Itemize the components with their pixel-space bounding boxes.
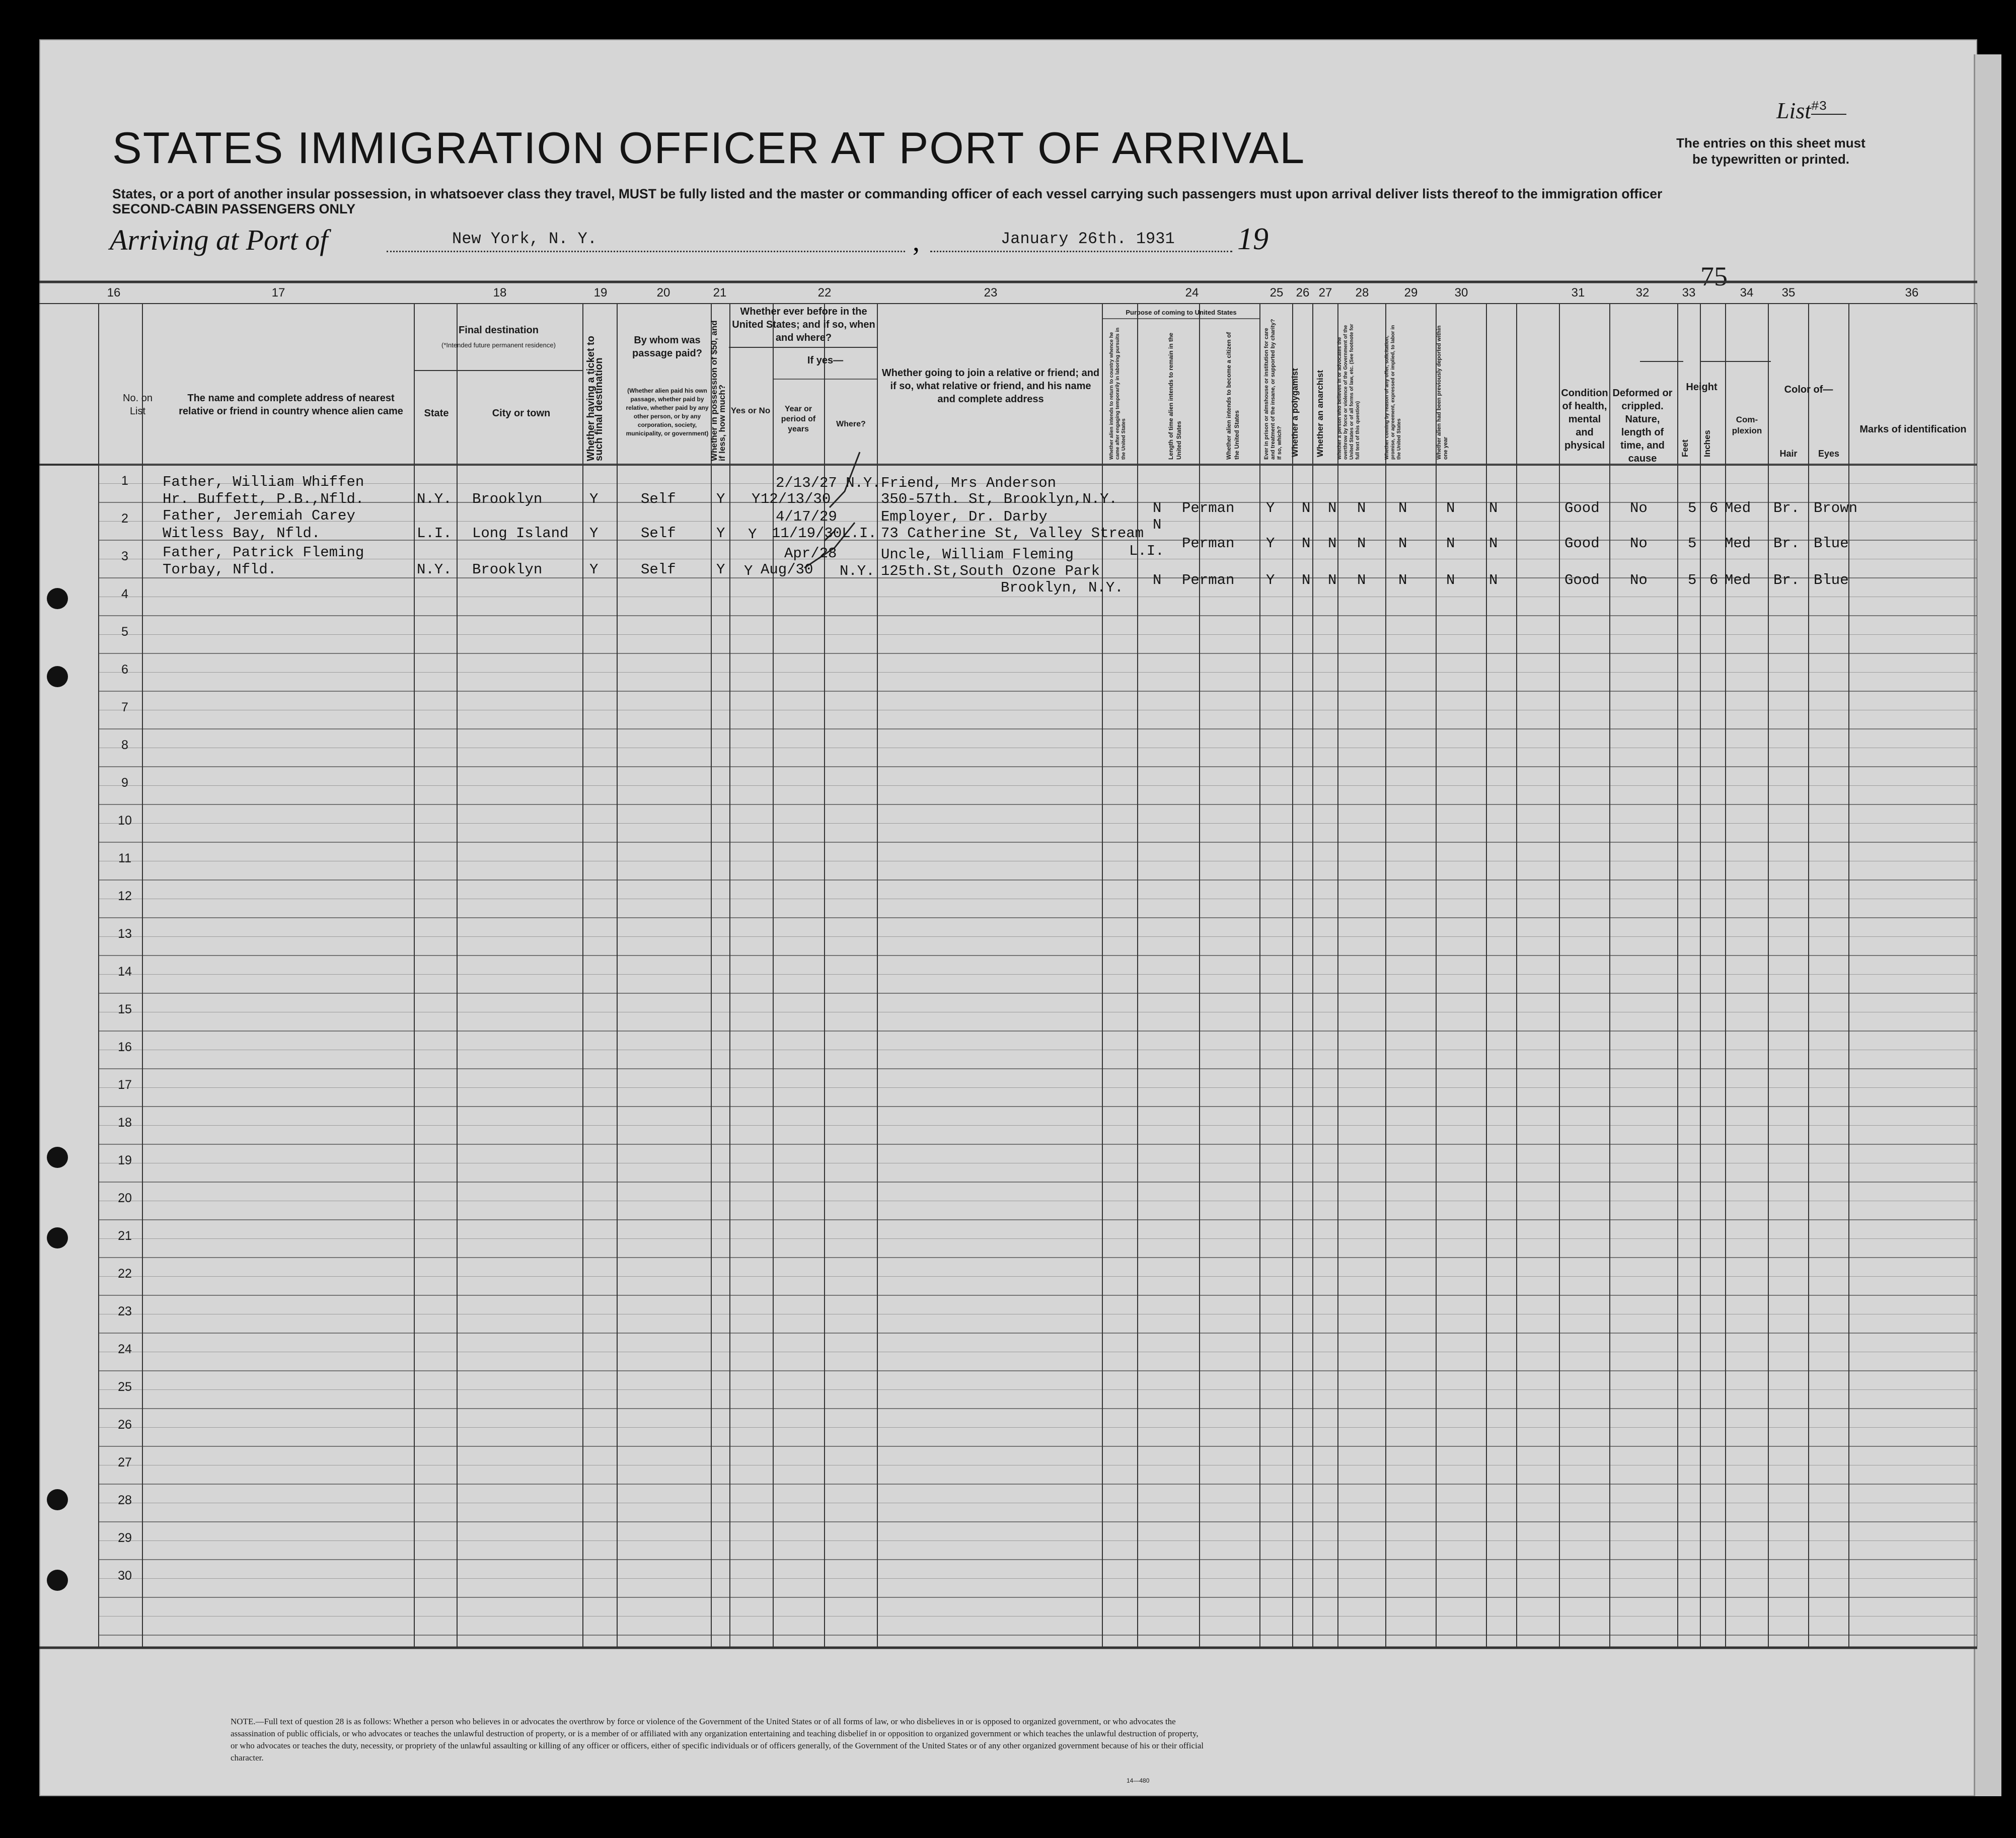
column-number: 30 (1454, 286, 1468, 300)
table-grid (39, 39, 1977, 1796)
entry-2-feet: 5 (1688, 535, 1697, 552)
entry-1-believer: N (1398, 500, 1407, 517)
list-value: #3 (1811, 99, 1846, 115)
entry-3-anarchist: N (1357, 572, 1366, 589)
entry-2-before-yes: Y (748, 526, 757, 543)
header-join-relative: Whether going to join a relative or friend; and if so, what relative or friend, and his name and complete address (881, 367, 1100, 405)
header-year-period: Year or period of years (781, 405, 816, 433)
entry-1-before-top: 2/13/27 N.Y. (776, 475, 881, 491)
row-number: 7 (121, 700, 128, 714)
header-hair: Hair (1779, 449, 1798, 459)
row-number: 18 (118, 1116, 132, 1130)
header-color-of: Color of— (1784, 384, 1833, 395)
entry-1-before-bottom: 12/13/30 (761, 491, 831, 507)
row-number: 1 (121, 474, 128, 488)
row-number: 27 (118, 1455, 132, 1469)
entry-2-deformed: No (1630, 535, 1648, 552)
entry-1-name: Father, William Whiffen (163, 474, 364, 490)
manifest-sheet (39, 39, 1977, 1796)
header-polygamist: Whether a polygamist (1290, 368, 1300, 457)
entry-3-before-yes: Y (744, 563, 753, 579)
entry-1-join-2: 350-57th. St, Brooklyn,N.Y. (881, 491, 1117, 507)
header-no-on-list: No. on List (123, 393, 153, 417)
entry-3-name: Father, Patrick Fleming (163, 544, 364, 561)
column-number: 31 (1571, 286, 1585, 300)
entry-3-join-3: Brooklyn, N.Y. (1001, 579, 1124, 596)
date-value: January 26th. 1931 (1001, 230, 1175, 248)
column-number: 28 (1355, 286, 1369, 300)
entry-3-health: Good (1564, 572, 1600, 589)
header-anarchist: Whether an anarchist (1315, 370, 1325, 457)
row-number: 4 (121, 587, 128, 601)
column-number: 35 (1781, 286, 1796, 300)
row-number: 28 (118, 1493, 132, 1507)
form-class: SECOND-CABIN PASSENGERS ONLY (112, 201, 356, 216)
entry-1-ticket: Y (589, 491, 599, 507)
entry-1-paid: Self (641, 491, 676, 507)
row-number: 16 (118, 1040, 132, 1054)
entry-1-anarchist: N (1357, 500, 1366, 517)
entry-1-hair: Br. (1773, 500, 1800, 517)
entry-1-prison: N (1302, 500, 1311, 517)
column-number: 32 (1635, 286, 1650, 300)
row-number: 2 (121, 511, 128, 526)
arriving-label: Arriving at Port of (110, 224, 328, 256)
entry-2-join-3: L.I. (1129, 543, 1164, 559)
entry-3-inches: 6 (1709, 572, 1719, 589)
header-prison: Ever in prison or almshouse or institution for care and treatment of the insane, or supported by charity? If so, which? (1263, 319, 1283, 460)
header-final-destination-sub: (*Intended future permanent residence) (441, 341, 556, 349)
entry-3-state: N.Y. (417, 561, 452, 578)
row-number: 10 (118, 814, 132, 828)
entry-3-offer: N (1446, 572, 1455, 589)
list-label: List (1776, 98, 1811, 123)
header-complexion: Com-plexion (1732, 415, 1762, 435)
entry-2-citizen: Y (1266, 535, 1275, 552)
header-if-yes: If yes— (807, 355, 844, 366)
header-city: City or town (492, 408, 551, 419)
entry-2-before-top: 4/17/29 (776, 508, 837, 525)
entry-1-offer: N (1446, 500, 1455, 517)
entry-2-join-2: 73 Catherine St, Valley Stream (881, 525, 1144, 542)
row-number: 24 (118, 1342, 132, 1356)
row-number: 8 (121, 738, 128, 752)
column-number: 17 (271, 286, 285, 300)
entry-2-before-bottom: 11/19/30L.I. (772, 525, 877, 542)
entry-1-complexion: Med (1725, 500, 1751, 517)
header-purpose-length: Length of time alien intends to remain in the United States (1167, 332, 1182, 460)
header-name-address: The name and complete address of nearest relative or friend in country whence alien came (179, 393, 403, 417)
header-state: State (424, 408, 449, 419)
footnote: NOTE.—Full text of question 28 is as follows: Whether a person who believes in or advocates the overthrow by force or violence of the Government of the United States or of all forms of law, or who disbelieves in or is opposed to organized government, or who advocates the assassination of public officials, or who advocates or teaches the unlawful destruction of property, or is a member of or affiliated with any organization entertaining and teaching disbelief in or opposition to organized government or which teaches the unlawful destruction of property, or who advocates or teaches the duty, necessity, or propriety of the unlawful assaulting or killing of any officer or officers, either of specific individuals or of officers generally, of the Government of the United States or of any other organized government because of his or their official character. (231, 1717, 1204, 1762)
entry-3-money: Y (716, 561, 725, 578)
entry-1-inches: 6 (1709, 500, 1719, 517)
entry-3-ticket: Y (589, 561, 599, 578)
year-prefix: 19 (1237, 222, 1268, 256)
entry-1-before-yes: Y (752, 491, 761, 507)
page-edge (1974, 54, 2001, 1796)
row-number: 6 (121, 663, 128, 677)
header-feet: Feet (1680, 439, 1690, 457)
row-number: 21 (118, 1229, 132, 1243)
column-number: 34 (1740, 286, 1754, 300)
column-number: 19 (593, 286, 608, 300)
column-number: 21 (713, 286, 727, 300)
header-by-whom: By whom was passage paid? (632, 335, 702, 359)
port-value: New York, N. Y. (452, 230, 598, 248)
column-number: 29 (1404, 286, 1418, 300)
row-number: 20 (118, 1191, 132, 1205)
entry-2-deported: N (1489, 535, 1498, 552)
entry-2-anarchist: N (1357, 535, 1366, 552)
typewritten-note: The entries on this sheet must be typewritten or printed. (1676, 135, 1865, 167)
entry-2-believer: N (1398, 535, 1407, 552)
entry-1-deported: N (1489, 500, 1498, 517)
row-number: 3 (121, 549, 128, 563)
row-number: 11 (118, 851, 131, 865)
header-possession: Whether in possession of $50, and if less, how much? (709, 320, 727, 461)
row-number: 5 (121, 625, 128, 639)
entry-3-believer: N (1398, 572, 1407, 589)
entry-3-prison: N (1302, 572, 1311, 589)
entry-2-return: N (1153, 517, 1162, 533)
header-eyes: Eyes (1818, 449, 1840, 459)
entry-2-city: Long Island (472, 525, 569, 542)
row-number: 14 (118, 965, 132, 979)
column-number: 18 (493, 286, 507, 300)
entry-2-length: Perman (1182, 535, 1235, 552)
entry-3-address: Torbay, Nfld. (163, 561, 277, 578)
entry-1-polygamist: N (1328, 500, 1337, 517)
row-number: 12 (118, 889, 132, 903)
entry-3-paid: Self (641, 561, 676, 578)
entry-2-paid: Self (641, 525, 676, 542)
entry-3-polygamist: N (1328, 572, 1337, 589)
row-number: 25 (118, 1380, 132, 1394)
row-number: 29 (118, 1531, 132, 1545)
column-number: 22 (817, 286, 832, 300)
entry-1-feet: 5 (1688, 500, 1697, 517)
header-purpose-return: Whether alien intends to return to country whence he came after engaging temporarily in laboring pursuits in the United States (1109, 327, 1127, 460)
entry-3-feet: 5 (1688, 572, 1697, 589)
entry-1-eyes: Brown (1814, 500, 1858, 517)
header-deported: Whether alien had been previously deported within one year (1436, 325, 1449, 460)
handwritten-number: 75 (1700, 261, 1728, 291)
entry-1-health: Good (1564, 500, 1600, 517)
entry-3-before-top: Apr/28 (784, 545, 837, 562)
entry-1-money: Y (716, 491, 725, 507)
row-number: 23 (118, 1304, 132, 1318)
entry-3-deformed: No (1630, 572, 1648, 589)
entry-2-address: Witless Bay, Nfld. (163, 525, 321, 542)
column-number: 33 (1682, 286, 1696, 300)
entry-3-join-2: 125th.St,South Ozone Park (881, 563, 1100, 579)
entry-2-prison: N (1302, 535, 1311, 552)
entry-3-eyes: Blue (1814, 572, 1849, 589)
row-number: 26 (118, 1418, 132, 1432)
form-title: STATES IMMIGRATION OFFICER AT PORT OF ARRIVAL (112, 123, 1306, 173)
entry-3-deported: N (1489, 572, 1498, 589)
row-number: 19 (118, 1153, 132, 1167)
column-number: 36 (1905, 286, 1919, 300)
header-health: Condition of health, mental and physical (1561, 388, 1608, 451)
entry-2-health: Good (1564, 535, 1600, 552)
entry-2-eyes: Blue (1814, 535, 1849, 552)
entry-2-money: Y (716, 525, 725, 542)
row-number: 17 (118, 1078, 132, 1092)
column-number: 25 (1270, 286, 1284, 300)
header-yes-no: Yes or No (730, 406, 771, 415)
entry-3-citizen: Y (1266, 572, 1275, 589)
comma: , (913, 226, 920, 257)
entry-3-city: Brooklyn (472, 561, 543, 578)
entry-3-return: N (1153, 572, 1162, 589)
header-by-whom-sub: (Whether alien paid his own passage, whether paid by relative, whether paid by any other person, or by any corporation, society, municipality, or government) (626, 387, 709, 437)
entry-2-state: L.I. (417, 525, 452, 542)
entry-1-length: Perman (1182, 500, 1235, 517)
form-instruction: States, or a port of another insular possession, in whatsoever class they travel, MUST be fully listed and the master or commanding officer of each vessel carrying such passengers must upon arrival deliver lists thereof to the immigration officer (112, 186, 1663, 201)
entry-1-join-1: Friend, Mrs Anderson (881, 475, 1057, 491)
row-number: 15 (118, 1002, 132, 1016)
entry-3-before-where: N.Y. (840, 563, 875, 579)
column-number: 24 (1185, 286, 1199, 300)
entry-1-city: Brooklyn (472, 491, 543, 507)
row-number: 13 (118, 927, 132, 941)
entry-1-address: Hr. Buffett, P.B.,Nfld. (163, 491, 364, 507)
column-number: 27 (1318, 286, 1332, 300)
entry-1-return: N (1153, 500, 1162, 517)
entry-2-complexion: Med (1725, 535, 1751, 552)
form-number: 14—480 (1127, 1777, 1150, 1784)
header-believer: Whether a person who believes in or advocates the overthrow by force or violence of the Government of the United States or of all forms of law, etc. (See footnote for full text of this question) (1337, 324, 1361, 460)
entry-2-polygamist: N (1328, 535, 1337, 552)
entry-1-citizen: Y (1266, 500, 1275, 517)
column-number: 26 (1296, 286, 1310, 300)
header-deformed: Deformed or crippled. Nature, length of time, and cause (1612, 388, 1673, 464)
entry-2-offer: N (1446, 535, 1455, 552)
entry-3-length: Perman (1182, 572, 1235, 589)
header-height: Height (1686, 382, 1718, 393)
header-final-destination: Final destination (459, 325, 539, 336)
row-number: 9 (121, 776, 128, 790)
header-purpose-citizen: Whether alien intends to become a citizen of the United States (1225, 332, 1240, 460)
header-inches: Inches (1702, 430, 1712, 457)
entry-2-join-1: Employer, Dr. Darby (881, 508, 1048, 525)
entry-2-name: Father, Jeremiah Carey (163, 507, 355, 524)
row-number: 30 (118, 1569, 132, 1583)
entry-3-complexion: Med (1725, 572, 1751, 589)
entry-1-deformed: No (1630, 500, 1648, 517)
header-ticket: Whether having a ticket to such final destination (585, 336, 605, 461)
entry-3-hair: Br. (1773, 572, 1800, 589)
row-number: 22 (118, 1267, 132, 1281)
header-coming-offer: Whether coming by reason of any offer, solicitation, promise, or agreement, expressed or implied, to labor in the United States (1384, 325, 1402, 460)
header-where: Where? (836, 420, 866, 428)
entry-3-join-1: Uncle, William Fleming (881, 546, 1074, 563)
entry-1-state: N.Y. (417, 491, 452, 507)
header-ever-before: Whether ever before in the United States; and if so, when and where? (732, 306, 875, 343)
column-number: 16 (107, 286, 121, 300)
column-number: 23 (984, 286, 998, 300)
entry-2-hair: Br. (1773, 535, 1800, 552)
column-number: 20 (656, 286, 670, 300)
header-marks: Marks of identification (1859, 424, 1967, 435)
entry-3-before-bottom: Aug/30 (761, 561, 813, 578)
entry-2-ticket: Y (589, 525, 599, 542)
header-purpose: Purpose of coming to United States (1126, 309, 1237, 316)
